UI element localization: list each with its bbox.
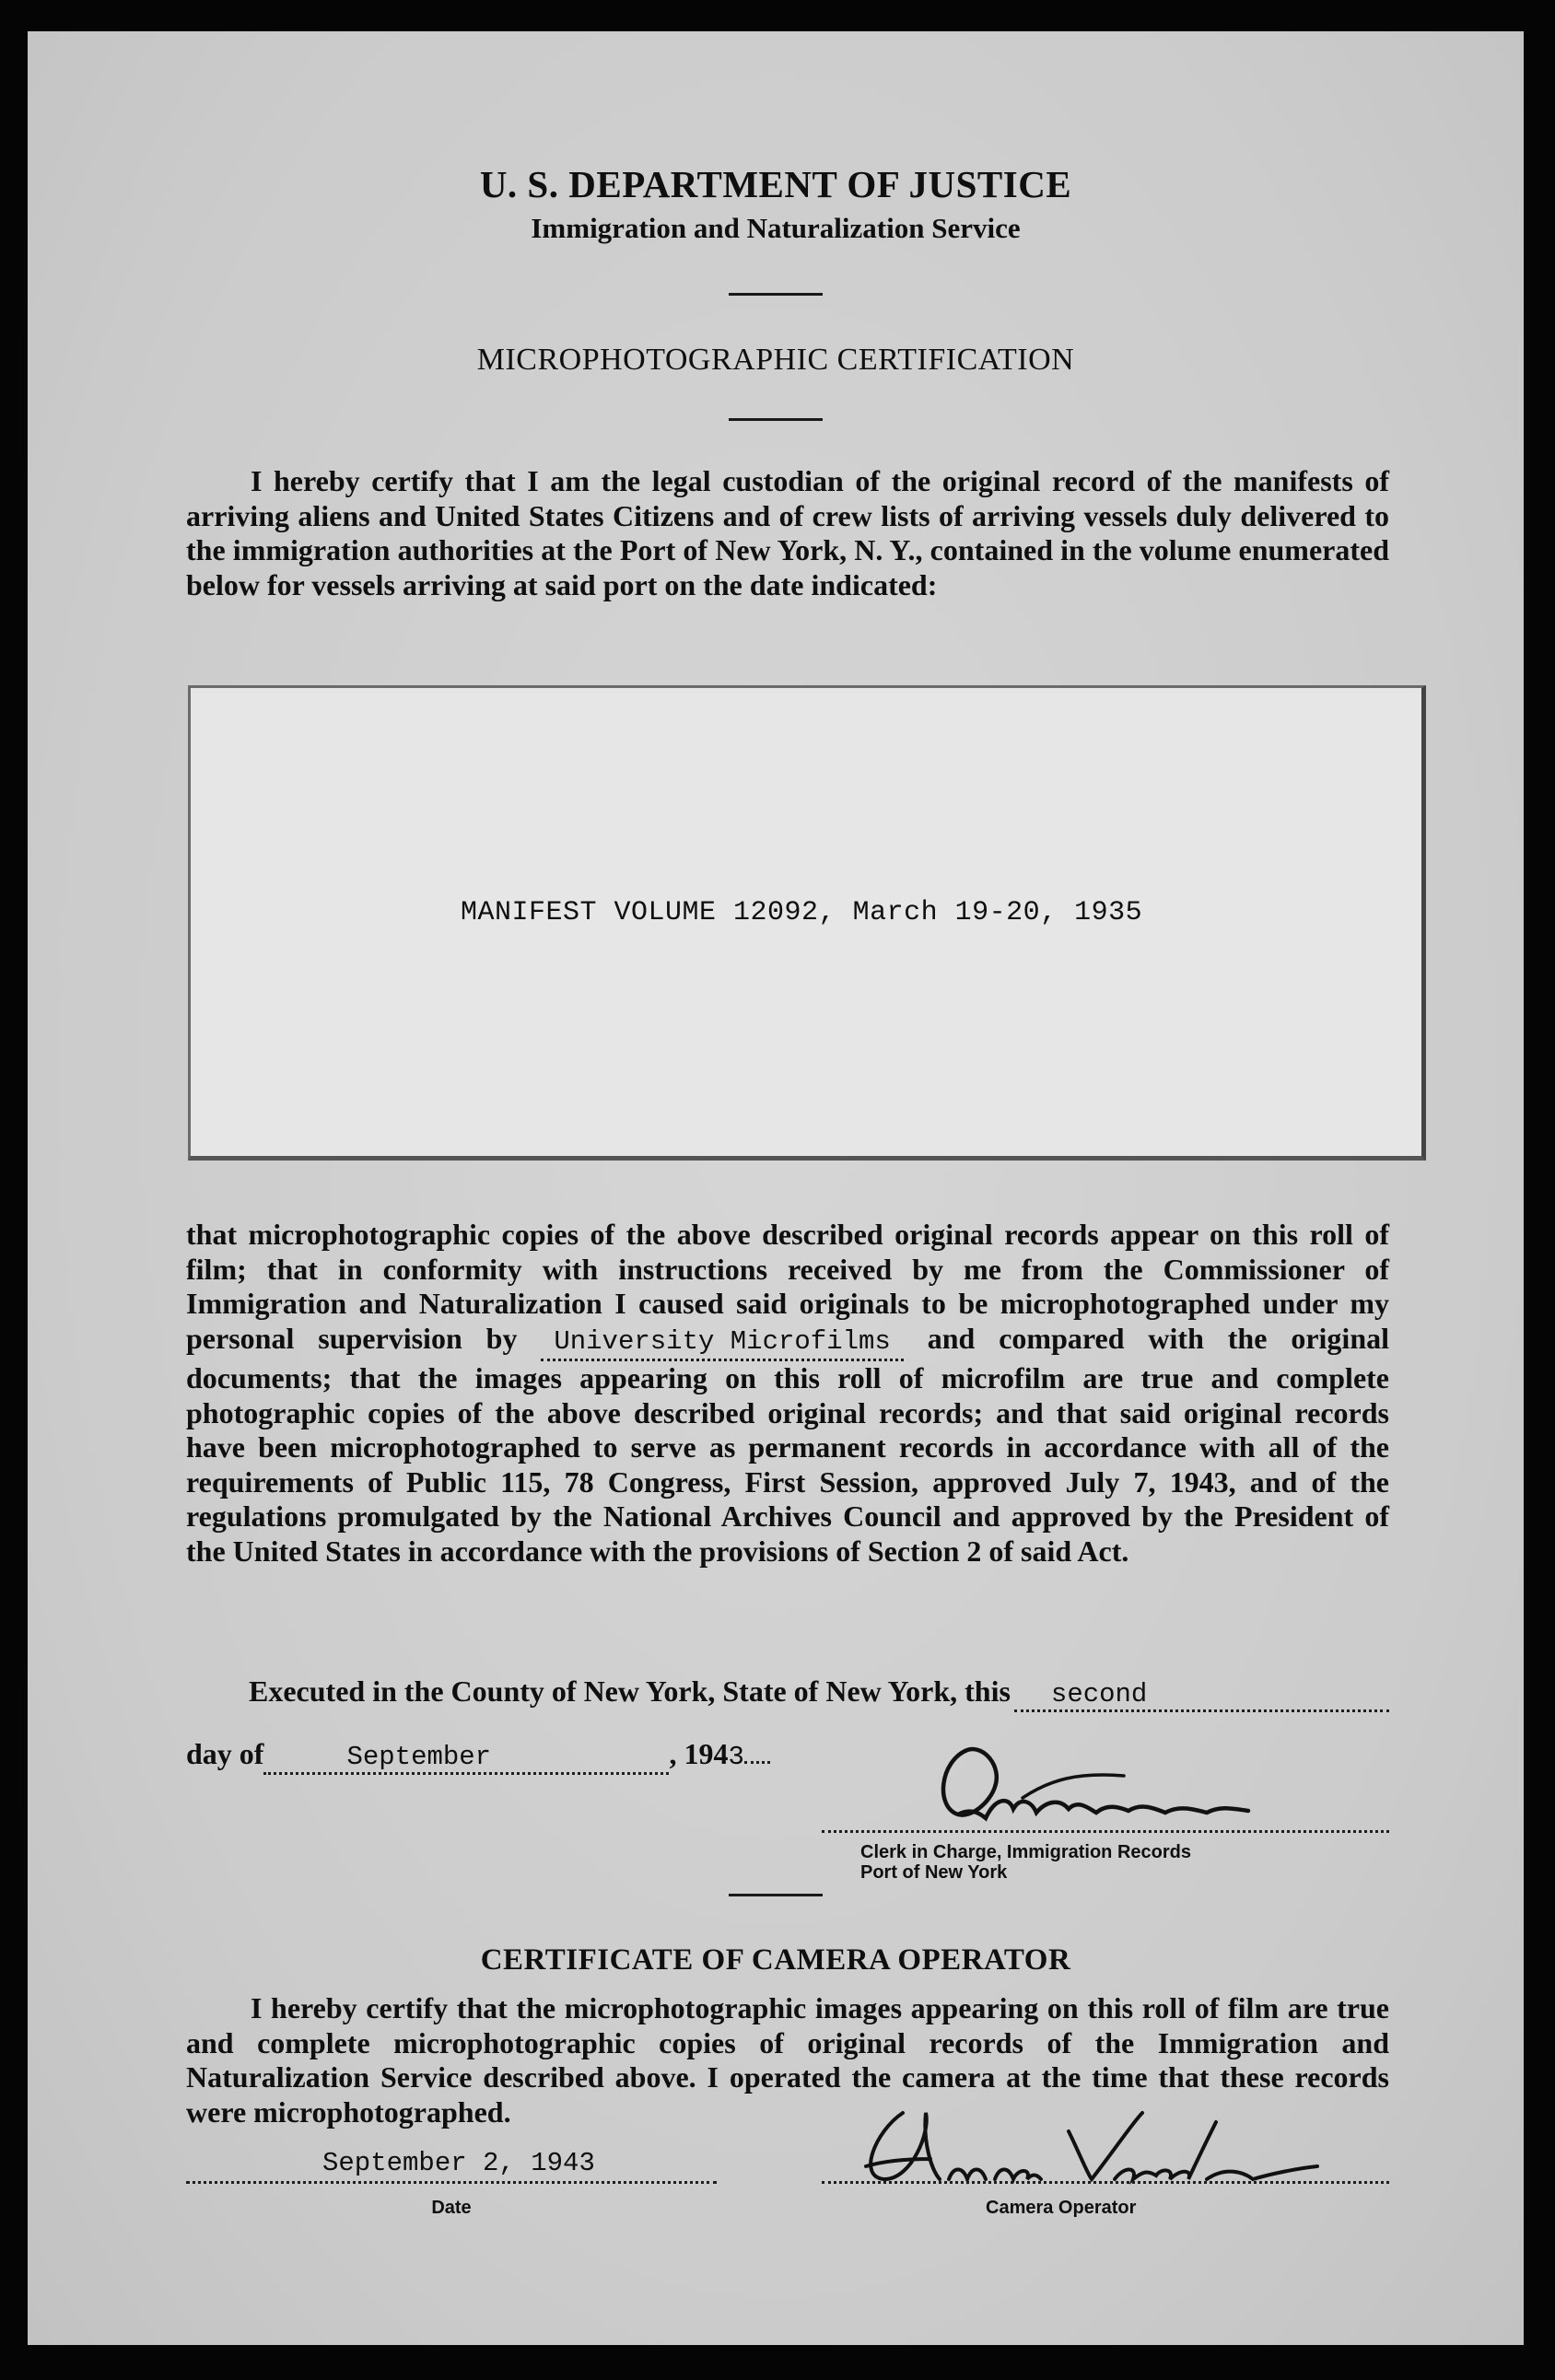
day-of-label: day of [186,1737,264,1770]
date-value: September 2, 1943 [322,2148,595,2178]
camera-operator-label: Camera Operator [986,2198,1137,2218]
body-text-part1: that microphotographic copies of the above described original records appear on this roll of film; that in conformity with instructions received by me from the Commissioner of Immigration and Naturalization I caused said originals to be microphotographed under my personal supervision by [186,1218,1389,1355]
body-text-part2: and compared with the original documents; that the images appearing on this roll of microfilm are true and complete photographic copies of the above described original records; and that said original records have been microphotographed to serve as permanent records in accordance with all of the requirements of Public 115, 78 Congress, First Session, approved July 7, 1943, and of the regulations promulgated by the National Archives Council and approved by the President of the United States in accordance with the provisions of Section 2 of said Act. [186,1321,1389,1568]
camera-certificate-title: CERTIFICATE OF CAMERA OPERATOR [480,1943,1071,1977]
date-field [186,2144,717,2184]
year-trailing-dots [744,1761,770,1764]
service-subheading: Immigration and Naturalization Service [531,212,1021,244]
divider-rule [729,1894,823,1896]
divider-rule [729,293,823,296]
camera-operator-signature-line [822,2181,1389,2184]
year-prefix: , 194 [669,1737,729,1770]
day-value: second [1050,1679,1148,1709]
camera-certificate-text: I hereby certify that the microphotographic images appearing on this roll of film are true and complete microphotographic copies of original records of the Immigration and Naturalization Service described above. I operated the camera at the time that these records were microphotographed. [186,1991,1389,2129]
year-digit: 3 [728,1742,744,1772]
photographer-name: University Microfilms [554,1325,891,1357]
clerk-title [860,1842,1191,1883]
month-year-line [186,1737,770,1775]
clerk-signature [903,1706,1382,1835]
divider-rule [729,418,823,421]
agency-heading: U. S. DEPARTMENT OF JUSTICE [479,163,1072,205]
month-value: September [346,1742,492,1772]
certification-title: MICROPHOTOGRAPHIC CERTIFICATION [476,343,1075,377]
executed-text: Executed in the County of New York, State of New York, this [249,1674,1011,1708]
date-label: Date [431,2198,472,2218]
manifest-volume-line: MANIFEST VOLUME 12092, March 19-20, 1935 [461,897,1143,928]
intro-paragraph: I hereby certify that I am the legal custodian of the original record of the manifests of arriving aliens and United States Citizens and of crew lists of arriving vessels duly delivered to the immigration authorities at the Port of New York, N. Y., contained in the volume enumerated below for vessels arriving at said port on the date indicated: [186,464,1389,601]
photographer-field [541,1322,903,1362]
clerk-title-line2: Port of New York [860,1862,1008,1883]
certificate-sheet [28,31,1524,2345]
certification-body [186,1218,1389,1569]
month-field [263,1737,669,1775]
clerk-signature-line [822,1830,1389,1833]
clerk-title-line1: Clerk in Charge, Immigration Records [860,1842,1191,1862]
